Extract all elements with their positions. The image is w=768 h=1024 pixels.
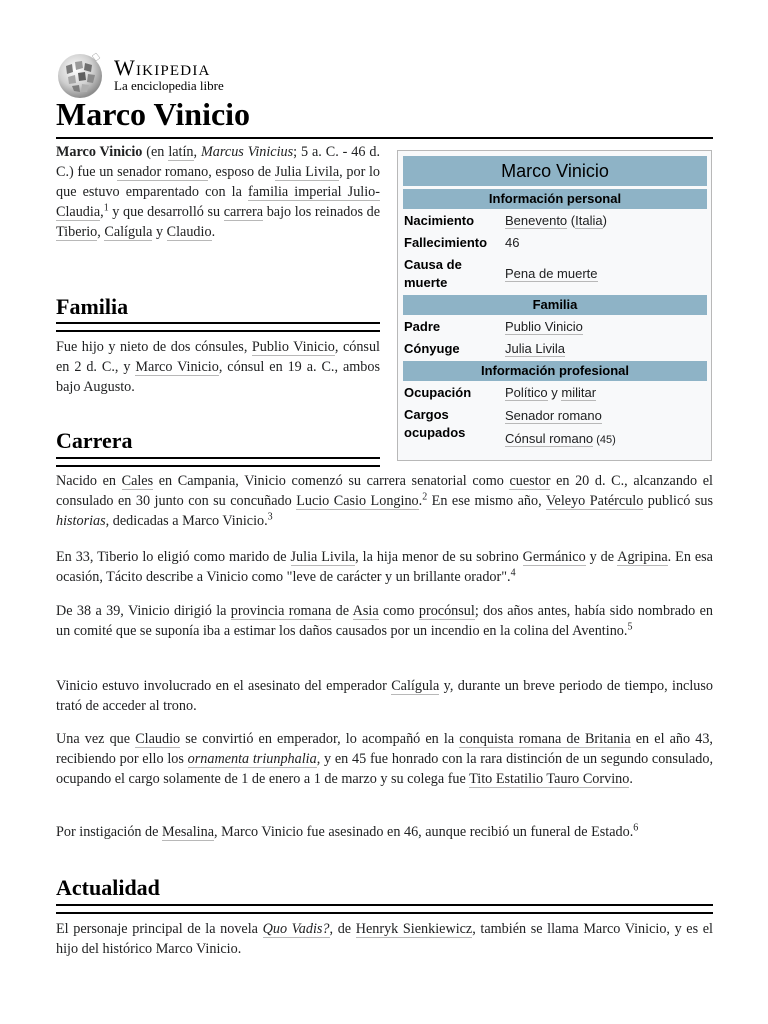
link-publio-vinicio-text[interactable]: Publio Vinicio — [251, 339, 335, 355]
ref-5[interactable]: 5 — [627, 621, 633, 633]
link-julia-livila-2[interactable]: Julia Livila — [290, 549, 356, 565]
value-cargo-1 — [505, 407, 602, 425]
label-nacimiento: Nacimiento — [404, 213, 475, 228]
value-conyuge — [505, 340, 565, 358]
link-tito-estatilio[interactable]: Tito Estatilio Tauro Corvino — [469, 771, 630, 787]
link-henryk-sienkiewicz[interactable]: Henryk Sienkiewicz — [355, 921, 473, 937]
link-julia-livila[interactable]: Julia Livila — [274, 164, 340, 180]
link-marco-vinicio-consul[interactable]: Marco Vinicio — [135, 359, 219, 375]
link-veleyo-paterculo[interactable]: Veleyo Patérculo — [545, 493, 644, 509]
link-proconsul[interactable]: procónsul — [418, 603, 475, 619]
link-lucio-casio-longino[interactable]: Lucio Casio Longino — [296, 493, 419, 509]
label-ocupacion: Ocupación — [404, 385, 472, 400]
infobox — [397, 150, 712, 461]
link-senador-romano[interactable]: senador romano — [117, 164, 209, 180]
label-padre: Padre — [404, 319, 441, 334]
value-causa-muerte — [505, 265, 598, 283]
ref-2[interactable]: 2 — [422, 491, 428, 503]
link-conquista-britania[interactable]: conquista romana de Britania — [459, 731, 631, 747]
value-fallecimiento: 46 — [505, 235, 520, 250]
ref-4[interactable]: 4 — [510, 567, 516, 579]
link-caligula[interactable]: Calígula — [104, 224, 153, 240]
ref-3[interactable]: 3 — [267, 511, 273, 523]
heading-carrera: Carrera — [56, 428, 133, 453]
link-latin[interactable]: latín — [168, 144, 194, 160]
carrera-paragraph-1: Nacido en Cales en Campania, Vinicio comenzó su carrera senatorial como cuestor en 20 d. C., alcanzando el consulado en 30 junto con su concuñado Lucio Casio Longino.$^2$ En ese mismo año, Veleyo Patérculo publicó sus historias, dedicadas a Marco Vinicio.$^3$ — [56, 473, 713, 529]
carrera-paragraph-2: En 33, Tiberio lo eligió como marido de Julia Livila, la hija menor de su sobrino Germánico y de Agripina. En esa ocasión, Tácito describe a Vinicio como "leve de carácter y un brillante orador".$^4$ — [56, 549, 713, 585]
link-mesalina[interactable]: Mesalina — [162, 824, 215, 840]
link-benevento[interactable]: Benevento — [505, 213, 568, 228]
link-italia[interactable]: Italia — [575, 213, 603, 228]
link-militar[interactable]: militar — [561, 385, 597, 400]
link-claudio[interactable]: Claudio — [166, 224, 212, 240]
link-familia-imperial[interactable]: familia imperial Julio-Claudia — [56, 184, 381, 220]
link-julia-livila-infobox[interactable]: Julia Livila — [505, 341, 565, 356]
wikipedia-globe-logo[interactable] — [56, 52, 104, 100]
carrera-paragraph-4: Vinicio estuvo involucrado en el asesinato del emperador Calígula y, durante un breve periodo de tiempo, incluso trató de acceder al trono. — [56, 678, 713, 714]
heading-familia: Familia — [56, 294, 129, 319]
intro-subject: Marco Vinicio — [56, 144, 143, 160]
infobox-header-familia: Familia — [403, 295, 707, 315]
link-cuestor[interactable]: cuestor — [509, 473, 551, 489]
tagline: La enciclopedia libre — [114, 78, 224, 93]
link-tiberio[interactable]: Tiberio — [56, 224, 98, 240]
historias-title: historias — [56, 513, 106, 529]
label-cargos: Cargos ocupados — [404, 407, 466, 440]
heading-actualidad: Actualidad — [56, 875, 160, 900]
infobox-header-personal: Información personal — [403, 189, 707, 209]
link-pena-de-muerte[interactable]: Pena de muerte — [505, 266, 598, 281]
link-ornamenta[interactable]: ornamenta triunphalia — [187, 751, 317, 767]
link-claudio-2[interactable]: Claudio — [135, 731, 181, 747]
cargo-year: (45) — [593, 434, 616, 446]
carrera-paragraph-6: Por instigación de Mesalina, Marco Vinicio fue asesinado en 46, aunque recibió un funeral de Estado.$^6$ — [56, 822, 639, 840]
heading-carrera-rule — [56, 457, 380, 467]
actualidad-paragraph: El personaje principal de la novela Quo Vadis?, de Henryk Sienkiewicz, también se llama Marco Vinicio, y es el hijo del histórico Marco Vinicio. — [56, 921, 713, 957]
value-ocupacion: Político y militar — [505, 385, 597, 400]
link-consul-romano[interactable]: Cónsul romano — [505, 431, 594, 446]
link-politico[interactable]: Político — [505, 385, 548, 400]
infobox-title: Marco Vinicio — [403, 156, 707, 186]
label-causa-muerte: Causa de muerte — [404, 257, 462, 290]
heading-familia-rule — [56, 322, 380, 332]
familia-paragraph: Fue hijo y nieto de dos cónsules, Publio Vinicio, cónsul en 2 d. C., y Marco Vinicio, cónsul en 19 a. C., ambos bajo Augusto. — [56, 339, 380, 395]
carrera-paragraph-3: De 38 a 39, Vinicio dirigió la provincia romana de Asia como procónsul; dos años antes, había sido nombrado en un comité que se suponía iba a estimar los daños causados por un incendio en la colina del Aventino.$^5$ — [56, 603, 713, 639]
value-padre — [505, 318, 583, 336]
link-germanico[interactable]: Germánico — [522, 549, 586, 565]
ref-6[interactable]: 6 — [633, 822, 639, 834]
carrera-paragraph-5: Una vez que Claudio se convirtió en emperador, lo acompañó en la conquista romana de Britania en el año 43, recibiendo por ello los ornamenta triunphalia, y en 45 fue honrado con la rara distinción de un segundo consulado, ocupando el cargo solamente de 1 de enero a 1 de marzo y su colega fue Tito Estatilio Tauro Corvino. — [56, 731, 713, 787]
link-carrera[interactable]: carrera — [223, 204, 264, 220]
title-divider — [56, 137, 713, 139]
infobox-header-profesional: Información profesional — [403, 361, 707, 381]
value-cargo-2 — [505, 430, 616, 449]
link-agripina[interactable]: Agripina — [617, 549, 668, 565]
page-title: Marco Vinicio — [56, 96, 251, 132]
label-fallecimiento: Fallecimiento — [404, 235, 488, 250]
label-conyuge: Cónyuge — [404, 341, 460, 356]
latin-name: Marcus Vinicius — [200, 144, 294, 160]
wordmark[interactable]: Wikipedia — [114, 55, 211, 80]
link-cales[interactable]: Cales — [121, 473, 154, 489]
intro-paragraph: Marco Vinicio (en latín, Marcus Vinicius; 5 a. C. - 46 d. C.) fue un senador romano, esposo de Julia Livila, por lo que estuvo emparentado con la familia imperial Julio-Claudia,$^1$ y que desarrolló su carrera bajo los reinados de Tiberio, Calígula y Claudio. — [56, 144, 381, 240]
link-quo-vadis[interactable]: Quo Vadis? — [262, 921, 330, 937]
heading-actualidad-rule — [56, 904, 713, 914]
link-caligula-2[interactable]: Calígula — [391, 678, 440, 694]
link-senador-romano-infobox[interactable]: Senador romano — [505, 408, 602, 423]
link-asia[interactable]: Asia — [352, 603, 379, 619]
link-publio-vinicio[interactable]: Publio Vinicio — [505, 319, 583, 334]
link-provincia-romana[interactable]: provincia romana — [230, 603, 332, 619]
ref-1[interactable]: 1 — [103, 202, 109, 214]
value-nacimiento: Benevento (Italia) — [505, 213, 607, 228]
